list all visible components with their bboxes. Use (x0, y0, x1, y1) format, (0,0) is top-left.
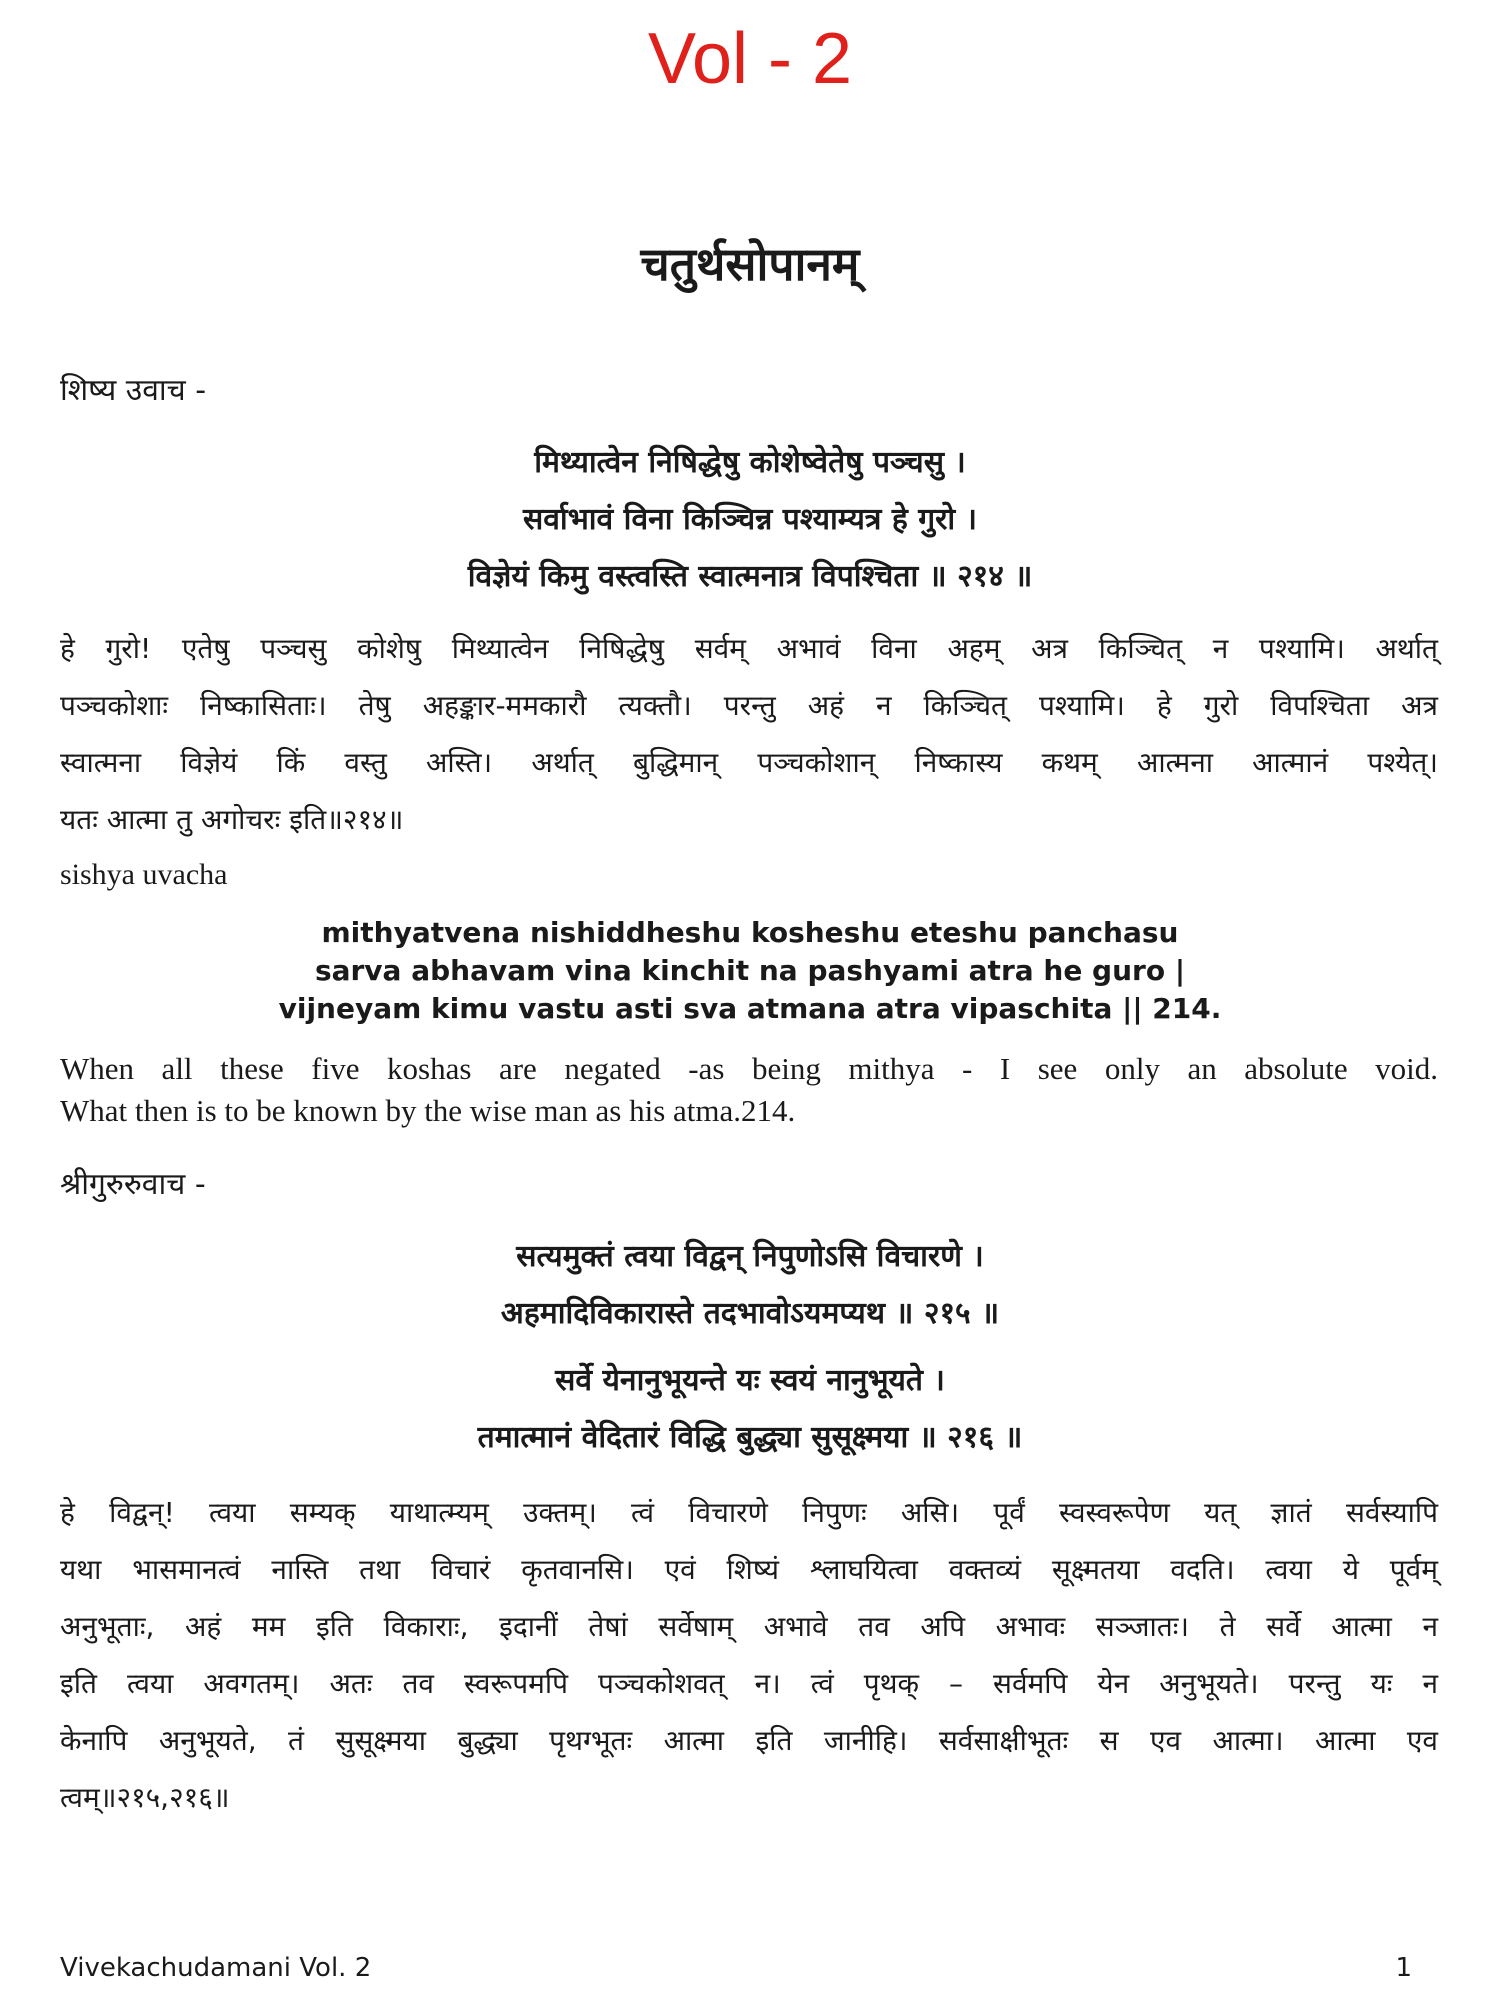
commentary-line: यतः आत्मा तु अगोचरः इति॥२१४॥ (60, 803, 404, 836)
commentary-line: अनुभूताः, अहं मम इति विकाराः, इदानीं तेषां सर्वेषाम् अभावे तव अपि अभावः सञ्जातः। ते सर्वे आत्मा न (60, 1610, 1438, 1643)
commentary-line: इति त्वया अवगतम्। अतः तव स्वरूपमपि पञ्चकोशवत् न। त्वं पृथक् – सर्वमपि येन अनुभूयते। परन्तु यः न (60, 1667, 1438, 1700)
verse-line: विज्ञेयं किमु वस्त्वस्ति स्वात्मनात्र विपश्चिता ॥ २१४ ॥ (467, 559, 1033, 594)
commentary-line: केनापि अनुभूयते, तं सुसूक्ष्मया बुद्ध्या पृथग्भूतः आत्मा इति जानीहि। सर्वसाक्षीभूतः स एव आत्मा। आत्मा एव (60, 1724, 1438, 1757)
commentary-line: हे गुरो! एतेषु पञ्चसु कोशेषु मिथ्यात्वेन निषिद्धेषु सर्वम् अभावं विना अहम् अत्र किञ्चित् न पश्यामि। अर्थात् (60, 632, 1438, 665)
footer-page-number: 1 (1395, 1953, 1412, 1983)
transliteration-line: vijneyam kimu vastu asti sva atmana atra vipaschita || 214. (278, 992, 1222, 1025)
verse-line: अहमादिविकारास्ते तदभावोऽयमप्यथ ॥ २१५ ॥ (500, 1296, 1000, 1331)
english-line: When all these five koshas are negated -as being mithya - I see only an absolute void. (60, 1051, 1438, 1086)
transliteration-line: sarva abhavam vina kinchit na pashyami atra he guro | (314, 954, 1186, 987)
guru-speaker-heading: श्रीगुरुरुवाच - (60, 1167, 206, 1202)
english-line: What then is to be known by the wise man as his atma.214. (60, 1093, 796, 1128)
disciple-speaker-heading: शिष्य उवाच - (60, 373, 207, 408)
verse-line: सर्वे येनानुभूयन्ते यः स्वयं नानुभूयते । (555, 1363, 945, 1398)
verse-214-transliteration (0, 914, 1500, 1028)
commentary-line: त्वम्॥२१५,२१६॥ (60, 1781, 230, 1814)
verse-214-sanskrit (0, 434, 1500, 605)
commentary-215-216 (60, 1484, 1438, 1826)
verse-line: तमात्मानं वेदितारं विद्धि बुद्ध्या सुसूक्ष्मया ॥ २१६ ॥ (477, 1420, 1023, 1455)
transliteration-speaker: sishya uvacha (60, 858, 228, 891)
commentary-line: यथा भासमानत्वं नास्ति तथा विचारं कृतवानसि। एवं शिष्यं श्लाघयित्वा वक्तव्यं सूक्ष्मतया वदति। त्वया ये पूर्वम् (60, 1553, 1438, 1586)
chapter-title: चतुर्थसोपानम् (640, 237, 860, 291)
verse-line: सत्यमुक्तं त्वया विद्वन् निपुणोऽसि विचारणे । (516, 1239, 984, 1274)
transliteration-line: mithyatvena nishiddheshu kosheshu eteshu panchasu (321, 916, 1179, 949)
verse-215-sanskrit (0, 1228, 1500, 1342)
english-translation-214 (60, 1048, 1438, 1132)
verse-216-sanskrit (0, 1352, 1500, 1466)
commentary-line: स्वात्मना विज्ञेयं किं वस्तु अस्ति। अर्थात् बुद्धिमान् पञ्चकोशान् निष्कास्य कथम् आत्मना आत्मानं पश्येत्। (60, 746, 1438, 779)
verse-line: सर्वाभावं विना किञ्चिन्न पश्याम्यत्र हे गुरो । (522, 502, 978, 537)
footer-book-title: Vivekachudamani Vol. 2 (60, 1953, 372, 1983)
volume-label: Vol - 2 (647, 19, 853, 99)
commentary-214 (60, 620, 1438, 848)
commentary-line: हे विद्वन्! त्वया सम्यक् याथात्म्यम् उक्तम्। त्वं विचारणे निपुणः असि। पूर्वं स्वस्वरूपेण यत् ज्ञातं सर्वस्यापि (60, 1496, 1438, 1529)
verse-line: मिथ्यात्वेन निषिद्धेषु कोशेष्वेतेषु पञ्चसु । (534, 445, 966, 480)
commentary-line: पञ्चकोशाः निष्कासिताः। तेषु अहङ्कार-ममकारौ त्यक्तौ। परन्तु अहं न किञ्चित् पश्यामि। हे गुरो विपश्चिता अत्र (60, 689, 1438, 722)
